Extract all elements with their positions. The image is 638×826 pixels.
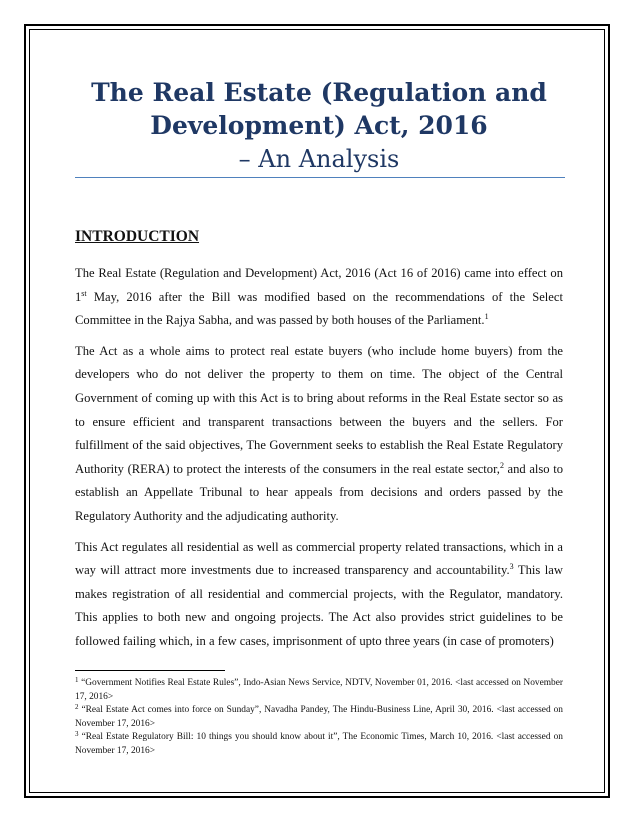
- paragraph-3-text-b: This law makes registration of all residential and commercial projects, with the Regulator, mandatory. This applies to both new and ongoing projects. The Act also provides strict guidelines to be followed failing which, in a few cases, imprisonment of upto three years (in case of promoters): [75, 563, 563, 648]
- footnote-ref-1[interactable]: 1: [484, 312, 489, 322]
- footnote-1: [75, 677, 563, 704]
- paragraph-2-text-a: The Act as a whole aims to protect real estate buyers (who include home buyers) from the developers who do not deliver the property to them on time. The object of the Central Government of coming up with this Act is to bring about reforms in the Real Estate sector so as to ensure efficient and transparent transactions between the buyers and the sellers. For fulfillment of the said objectives, The Government seeks to establish the Real Estate Regulatory Authority (RERA) to protect the interests of the consumers in the real estate sector,: [75, 343, 563, 476]
- title-block: [60, 76, 578, 176]
- paragraph-3: [75, 536, 563, 654]
- footnote-number: 2: [75, 703, 79, 711]
- footnotes: [75, 677, 563, 758]
- footnote-ref-3[interactable]: 3: [509, 562, 514, 572]
- footnote-text: “Real Estate Regulatory Bill: 10 things you should know about it”, The Economic Times, March 10, 2016. <last accessed on November 17, 2016>: [75, 732, 563, 756]
- footnote-separator: [75, 670, 225, 671]
- paragraph-1-text-b: May, 2016 after the Bill was modified based on the recommendations of the Select Committee in the Rajya Sabha, and was passed by both houses of the Parliament.: [75, 289, 563, 328]
- title-divider: [75, 177, 565, 178]
- footnote-3: [75, 731, 563, 758]
- ordinal-suffix: st: [81, 288, 87, 298]
- paragraph-3-text-a: This Act regulates all residential as well as commercial property related transactions, which in a way will attract more investments due to increased transparency and accountability.: [75, 539, 563, 578]
- footnote-number: 3: [75, 730, 79, 738]
- paragraph-1: [75, 262, 563, 333]
- main-content: [75, 226, 563, 661]
- footnote-2: [75, 704, 563, 731]
- paragraph-1-text-a: The Real Estate (Regulation and Development) Act, 2016 (Act 16 of 2016) came into effect on 1: [75, 266, 563, 304]
- title-line-1: The Real Estate (Regulation and: [91, 78, 547, 107]
- paragraph-2-text-b: and also to establish an Appellate Tribunal to hear appeals from decisions and orders passed by the Regulatory Authority and the adjudicating authority.: [75, 461, 563, 523]
- title-line-2: Development) Act, 2016: [150, 111, 488, 140]
- paragraph-2: [75, 340, 563, 529]
- footnote-text: “Government Notifies Real Estate Rules”, Indo-Asian News Service, NDTV, November 01, 2016. <last accessed on November 17, 2016>: [75, 678, 563, 702]
- footnote-number: 1: [75, 676, 79, 684]
- footnote-ref-2[interactable]: 2: [499, 460, 504, 470]
- subtitle: – An Analysis: [238, 145, 400, 173]
- section-heading: INTRODUCTION: [75, 228, 200, 245]
- footnote-text: “Real Estate Act comes into force on Sunday”, Navadha Pandey, The Hindu-Business Line, April 30, 2016. <last accessed on November 17, 2016>: [75, 705, 563, 729]
